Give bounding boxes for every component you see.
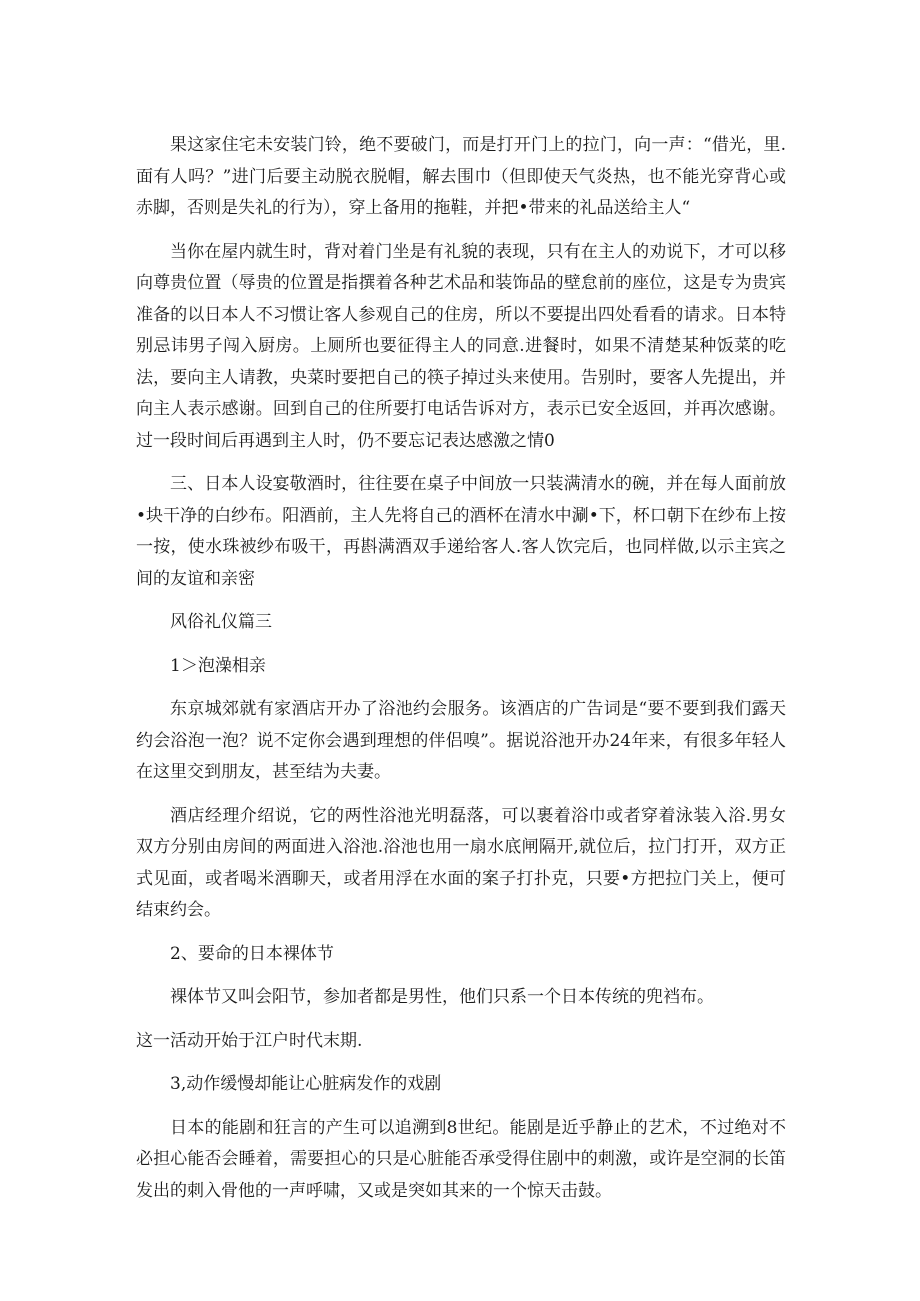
paragraph-festival-description: 裸体节又叫会阳节，参加者都是男性，他们只系一个日本传统的兜裆布。 xyxy=(170,987,714,1007)
paragraph-festival-origin: 这一活动开始于江户时代末期. xyxy=(136,1030,363,1051)
document-body xyxy=(136,130,786,1219)
subheading-noh-drama: 3,动作缓慢却能让心脏病发作的戏剧 xyxy=(170,1074,442,1094)
section-heading-part-three: 风俗礼仪篇三 xyxy=(170,612,272,632)
subheading-naked-festival: 2、要命的日本裸体节 xyxy=(170,943,334,964)
paragraph-visit-etiquette: 果这家住宅未安装门铃，绝不要破门，而是打开门上的拉门，向一声：“借光，里.面有人吗？”进门后要主动脱衣脱帽，解去围巾（但即使天气炎热，也不能光穿背心或赤脚，否则是失礼的行为），穿上备用的拖鞋，并把•带来的礼品送给主人“ xyxy=(136,135,786,218)
paragraph-hotel-bath-service: 东京城郊就有家酒店开办了浴池约会服务。该酒店的广告词是“要不要到我们露天约会浴泡一泡？说不定你会遇到理想的伴侣嗅”。据说浴池开办24年来，有很多年轻人在这里交到朋友，甚至结为夫妻。 xyxy=(136,699,786,782)
paragraph-indoor-manners: 当你在屋内就生时，背对着门坐是有礼貌的表现，只有在主人的劝说下，才可以移向尊贵位置（辱贵的位置是指撰着各种艺术品和装饰品的壁怠前的座位，这是专为贵宾准备的以日本人不习惯让客人参观自己的住房，所以不要提出四处看看的请求。日本特别忌讳男子闯入厨房。上厕所也要征得主人的同意.进餐时，如果不清楚某种饭菜的吃法，要向主人请教，央菜时要把自己的筷子掉过头来使用。告别时，要客人先提出，并向主人表示感谢。回到自己的住所要打电话告诉对方，表示已安全返回，并再次感谢。过一段时间后再遇到主人时，仍不要忘记表达感激之情0 xyxy=(136,241,786,451)
paragraph-noh-kyogen: 日本的能剧和狂言的产生可以追溯到8世纪。能剧是近乎静止的艺术，不过绝对不必担心能否会睡着，需要担心的只是心脏能否承受得住剧中的刺激，或许是空洞的长笛发出的刺入骨他的一声呼啸，又或是突如其来的一个惊天击鼓。 xyxy=(136,1117,786,1201)
paragraph-toasting: 三、日本人设宴敬酒时，往往要在桌子中间放一只装满清水的碗，并在每人面前放•块干净的白纱布。阳酒前，主人先将自己的酒杯在清水中涮•下，杯口朝下在纱布上按一按，使水珠被纱布吸干，再斟满酒双手递给客人.客人饮完后，也同样做,以示主宾之间的友谊和亲密 xyxy=(136,474,786,589)
paragraph-manager-intro: 酒店经理介绍说，它的两性浴池光明磊落，可以裹着浴巾或者穿着泳装入浴.男女双方分别由房间的两面进入浴池.浴池也用一扇水底闸隔开,就位后，拉门打开，双方正式见面，或者喝米酒聊天，或者用浮在水面的案子打扑克，只要•方把拉门关上，便可结束约会。 xyxy=(136,805,786,920)
subheading-bath-matchmaking: 1＞泡澡相亲 xyxy=(170,655,266,676)
